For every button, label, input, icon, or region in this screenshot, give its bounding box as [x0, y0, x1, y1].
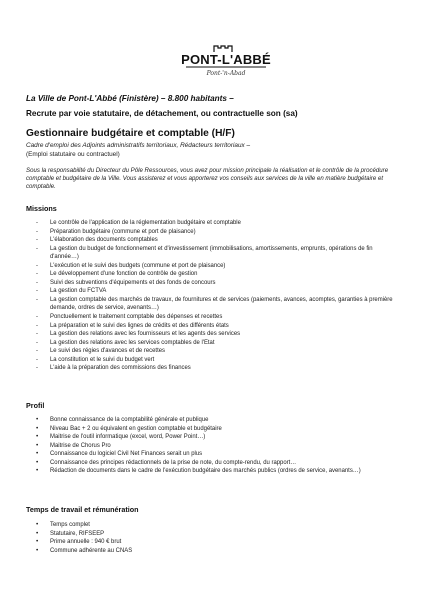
city-line: La Ville de Pont-L'Abbé (Finistère) – 8.800 habitants –: [26, 94, 234, 103]
list-item: - La gestion du FCTVA: [26, 287, 398, 296]
list-item: - La gestion du budget de fonctionnement et d'investissement (immobilisations, amortissements, emprunts, opérations de fin d'année…): [26, 245, 398, 262]
list-item: - Préparation budgétaire (commune et port de plaisance): [26, 228, 398, 237]
list-item: - L'aide à la préparation des commissions des finances: [26, 364, 398, 373]
list-item: - Le suivi des régies d'avances et de recettes: [26, 347, 398, 356]
missions-heading: Missions: [26, 204, 57, 213]
list-item: • Temps complet: [26, 521, 398, 530]
list-item: - Suivi des subventions d'équipements et des fonds de concours: [26, 279, 398, 288]
list-item: • Connaissance du logiciel Civil Net Finances serait un plus: [26, 450, 398, 459]
list-item: • Niveau Bac + 2 ou équivalent en gestion comptable et budgétaire: [26, 425, 398, 434]
job-emploi: (Emploi statutaire ou contractuel): [26, 151, 120, 158]
temps-list: [26, 521, 398, 555]
list-item: • Commune adhérente au CNAS: [26, 547, 398, 556]
list-item: • Connaissance des principes rédactionnels de la prise de note, du compte-rendu, du rapport…: [26, 459, 398, 468]
city-logo: [178, 44, 274, 84]
list-item: - Le développement d'une fonction de contrôle de gestion: [26, 270, 398, 279]
list-item: - L'élaboration des documents comptables: [26, 236, 398, 245]
job-title: Gestionnaire budgétaire et comptable (H/F): [26, 128, 235, 139]
list-item: • Rédaction de documents dans le cadre de l'exécution budgétaire des marchés publics (ordres de service, avenants…): [26, 467, 398, 476]
list-item: • Statutaire, RIFSEEP: [26, 530, 398, 539]
list-item: - La gestion comptable des marchés de travaux, de fournitures et de services (paiements, avances, acomptes, garanties à première demande, ordres de service, avenants…): [26, 296, 398, 313]
list-item: • Maitrise de Chorus Pro: [26, 442, 398, 451]
logo-title: PONT-L'ABBÉ: [181, 52, 271, 67]
temps-heading: Temps de travail et rémunération: [26, 505, 139, 514]
job-intro: Sous la responsabilité du Directeur du Pôle Ressources, vous avez pour mission principale la réalisation et le contrôle de la procédure comptable et budgétaire de la Ville. Vous assisterez et vous apporterez vos conseils aux services de la ville en matière budgétaire et comptable.: [26, 167, 389, 191]
missions-list: [26, 219, 398, 373]
list-item: - La gestion des relations avec les fournisseurs et les agents des services: [26, 330, 398, 339]
list-item: • Prime annuelle : 940 € brut: [26, 538, 398, 547]
logo-subtitle: Pont-'n-Abad: [206, 70, 246, 77]
list-item: • Bonne connaissance de la comptabilité générale et publique: [26, 416, 398, 425]
list-item: - La préparation et le suivi des lignes de crédits et des différents états: [26, 322, 398, 331]
list-item: - La constitution et le suivi du budget vert: [26, 356, 398, 365]
profil-list: [26, 416, 398, 476]
list-item: - L'exécution et le suivi des budgets (commune et port de plaisance): [26, 262, 398, 271]
recruit-line: Recrute par voie statutaire, de détachement, ou contractuelle son (sa): [26, 109, 298, 118]
list-item: - Ponctuellement le traitement comptable des dépenses et recettes: [26, 313, 398, 322]
list-item: - La gestion des relations avec les services comptables de l'Etat: [26, 339, 398, 348]
list-item: • Maitrise de l'outil informatique (excel, word, Power Point…): [26, 433, 398, 442]
list-item: - Le contrôle de l'application de la réglementation budgétaire et comptable: [26, 219, 398, 228]
job-cadre: Cadre d'emploi des Adjoints administratifs territoriaux, Rédacteurs territoriaux –: [26, 142, 251, 149]
profil-heading: Profil: [26, 401, 45, 410]
